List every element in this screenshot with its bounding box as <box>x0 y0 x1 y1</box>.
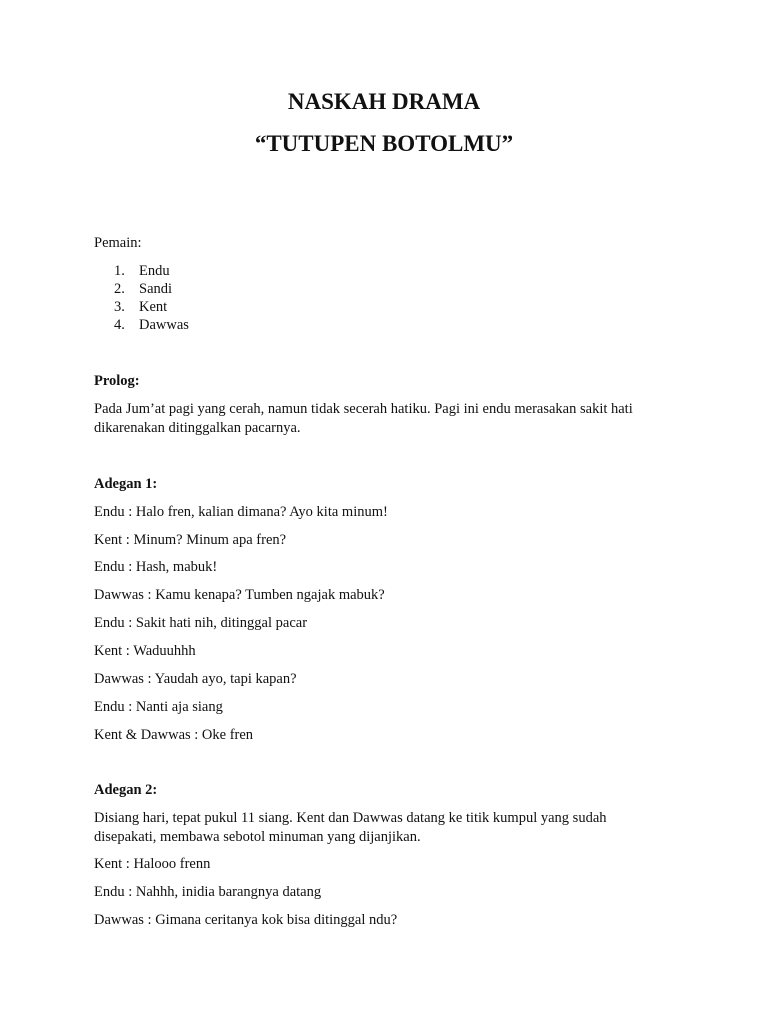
list-item <box>94 280 189 298</box>
document-title: NASKAH DRAMA <box>287 89 481 114</box>
cast-name: Kent <box>139 299 168 315</box>
dialogue-line: Dawwas : Kamu kenapa? Tumben ngajak mabuk? <box>94 587 385 603</box>
narration-line: disepakati, membawa sebotol minuman yang dijanjikan. <box>94 829 421 845</box>
dialogue-line: Kent : Minum? Minum apa fren? <box>94 532 287 548</box>
dialogue-line: Endu : Nanti aja siang <box>94 699 223 715</box>
dialogue-line: Endu : Nahhh, inidia barangnya datang <box>94 884 322 900</box>
dialogue-line: Kent & Dawwas : Oke fren <box>94 727 254 743</box>
adegan-2-heading: Adegan 2: <box>94 782 158 798</box>
dialogue-line: Dawwas : Yaudah ayo, tapi kapan? <box>94 671 297 687</box>
adegan-1-heading: Adegan 1: <box>94 476 158 492</box>
dialogue-line: Dawwas : Gimana ceritanya kok bisa ditinggal ndu? <box>94 912 398 928</box>
drama-title: “TUTUPEN BOTOLMU” <box>254 131 514 156</box>
narration-line: Disiang hari, tepat pukul 11 siang. Kent dan Dawwas datang ke titik kumpul yang sudah <box>94 810 607 826</box>
prolog-line: dikarenakan ditinggalkan pacarnya. <box>94 420 301 436</box>
dialogue-line: Kent : Waduuhhh <box>94 643 196 659</box>
dialogue-line: Endu : Halo fren, kalian dimana? Ayo kita minum! <box>94 504 388 520</box>
cast-name: Dawwas <box>139 317 189 333</box>
list-item <box>94 316 189 334</box>
cast-label: Pemain: <box>94 235 142 251</box>
list-item <box>94 298 189 316</box>
cast-list <box>94 262 189 334</box>
dialogue-line: Kent : Halooo frenn <box>94 856 211 872</box>
list-number: 1. <box>114 263 125 279</box>
prolog-heading: Prolog: <box>94 373 140 389</box>
cast-name: Endu <box>139 263 170 279</box>
list-number: 3. <box>114 299 125 315</box>
list-number: 4. <box>114 317 125 333</box>
list-number: 2. <box>114 281 125 297</box>
cast-name: Sandi <box>139 281 173 297</box>
dialogue-line: Endu : Sakit hati nih, ditinggal pacar <box>94 615 308 631</box>
list-item <box>94 262 189 280</box>
prolog-line: Pada Jum’at pagi yang cerah, namun tidak secerah hatiku. Pagi ini endu merasakan sakit hati <box>94 401 633 417</box>
dialogue-line: Endu : Hash, mabuk! <box>94 559 218 575</box>
